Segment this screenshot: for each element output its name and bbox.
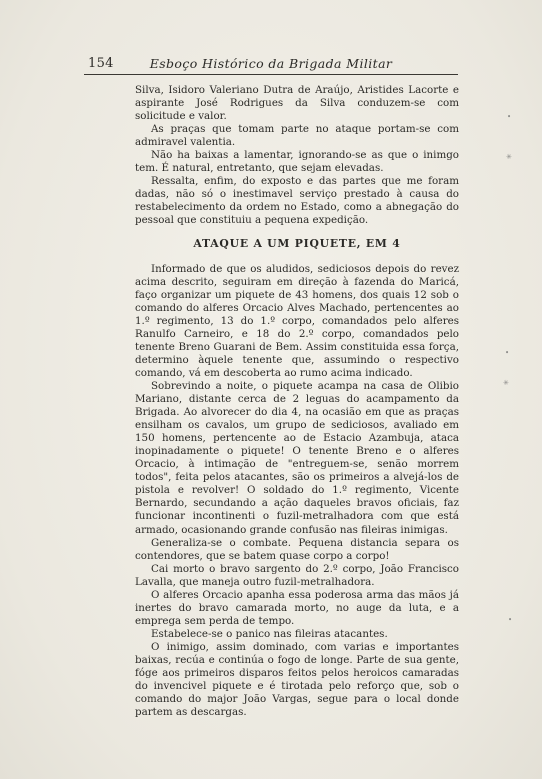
margin-speck-icon: ✳ bbox=[503, 379, 509, 387]
margin-speck-icon: • bbox=[508, 616, 513, 624]
paragraph: Generaliza-se o combate. Pequena distancia separa os contendores, que se batem quase corpo a corpo! bbox=[135, 536, 459, 562]
paragraph: Ressalta, enfim, do exposto e das partes que me foram dadas, não só o inestimavel serviço prestado à causa do restabelecimento da ordem no Estado, como a abnegação do pessoal que constituiu a pequena expedição. bbox=[135, 175, 459, 227]
body-text bbox=[135, 84, 459, 719]
margin-speck-icon: • bbox=[505, 349, 510, 357]
paragraph: Sobrevindo a noite, o piquete acampa na casa de Olibio Mariano, distante cerca de 2 leguas do acampamento da Brigada. Ao alvorecer do dia 4, na ocasião em que as praças ensilham os cavalos, um grupo de sediciosos, avaliado em 150 homens, pertencente ao de Estacio Azambuja, ataca inopinadamente o piquete! O tenente Breno e o alferes Orcacio, à intimação de "entreguem-se, senão morrem todos", feita pelos atacantes, são os primeiros a alvejá-los de pistola e revolver! O soldado do 1.º regimento, Vicente Bernardo, secundando a ação daqueles bravos oficiais, faz funcionar incontinenti o fuzil-metralhadora com que está armado, ocasionando grande confusão nas fileiras inimigas. bbox=[135, 379, 459, 536]
page-number: 154 bbox=[88, 56, 114, 71]
paragraph: O alferes Orcacio apanha essa poderosa arma das mãos já inertes do bravo camarada morto, no auge da luta, e a emprega sem perda de tempo. bbox=[135, 588, 459, 627]
paragraph: As praças que tomam parte no ataque portam-se com admiravel valentia. bbox=[135, 123, 459, 149]
paragraph: Informado de que os aludidos, sediciosos depois do revez acima descrito, seguiram em direção à fazenda do Maricá, faço organizar um piquete de 43 homens, dos quais 12 sob o comando do alferes Orcacio Alves Machado, pertencentes ao 1.º regimento, 13 do 1.º corpo, comandados pelo alferes Ranulfo Carneiro, e 18 do 2.º corpo, comandados pelo tenente Breno Guarani de Bem. Assim constituida essa força, determino àquele tenente que, assumindo o respectivo comando, vá em descoberta ao rumo acima indicado. bbox=[135, 262, 459, 379]
paragraph: Não ha baixas a lamentar, ignorando-se as que o inimgo tem. É natural, entretanto, que sejam elevadas. bbox=[135, 149, 459, 175]
running-title: Esboço Histórico da Brigada Militar bbox=[149, 56, 393, 71]
paragraph: Estabelece-se o panico nas fileiras atacantes. bbox=[151, 627, 388, 640]
margin-speck-icon: • bbox=[507, 113, 512, 121]
paragraph: Cai morto o bravo sargento do 2.º corpo, João Francisco Lavalla, que maneja outro fuzil-metralhadora. bbox=[135, 562, 459, 588]
margin-speck-icon: ✳ bbox=[506, 153, 512, 161]
page-header bbox=[84, 54, 458, 75]
paragraph: Silva, Isidoro Valeriano Dutra de Araújo, Aristides Lacorte e aspirante José Rodrigues da Silva conduzem-se com solicitude e valor. bbox=[135, 84, 459, 123]
paragraph: O inimigo, assim dominado, com varias e importantes baixas, recúa e continúa o fogo de longe. Parte de sua gente, fóge aos primeiros disparos feitos pelos heroicos camaradas do invencivel piquete e é tirotada pelo reforço que, sob o comando do major João Vargas, segue para o local donde partem as descargas. bbox=[135, 640, 459, 719]
section-title: ATAQUE A UM PIQUETE, EM 4 bbox=[193, 236, 401, 250]
